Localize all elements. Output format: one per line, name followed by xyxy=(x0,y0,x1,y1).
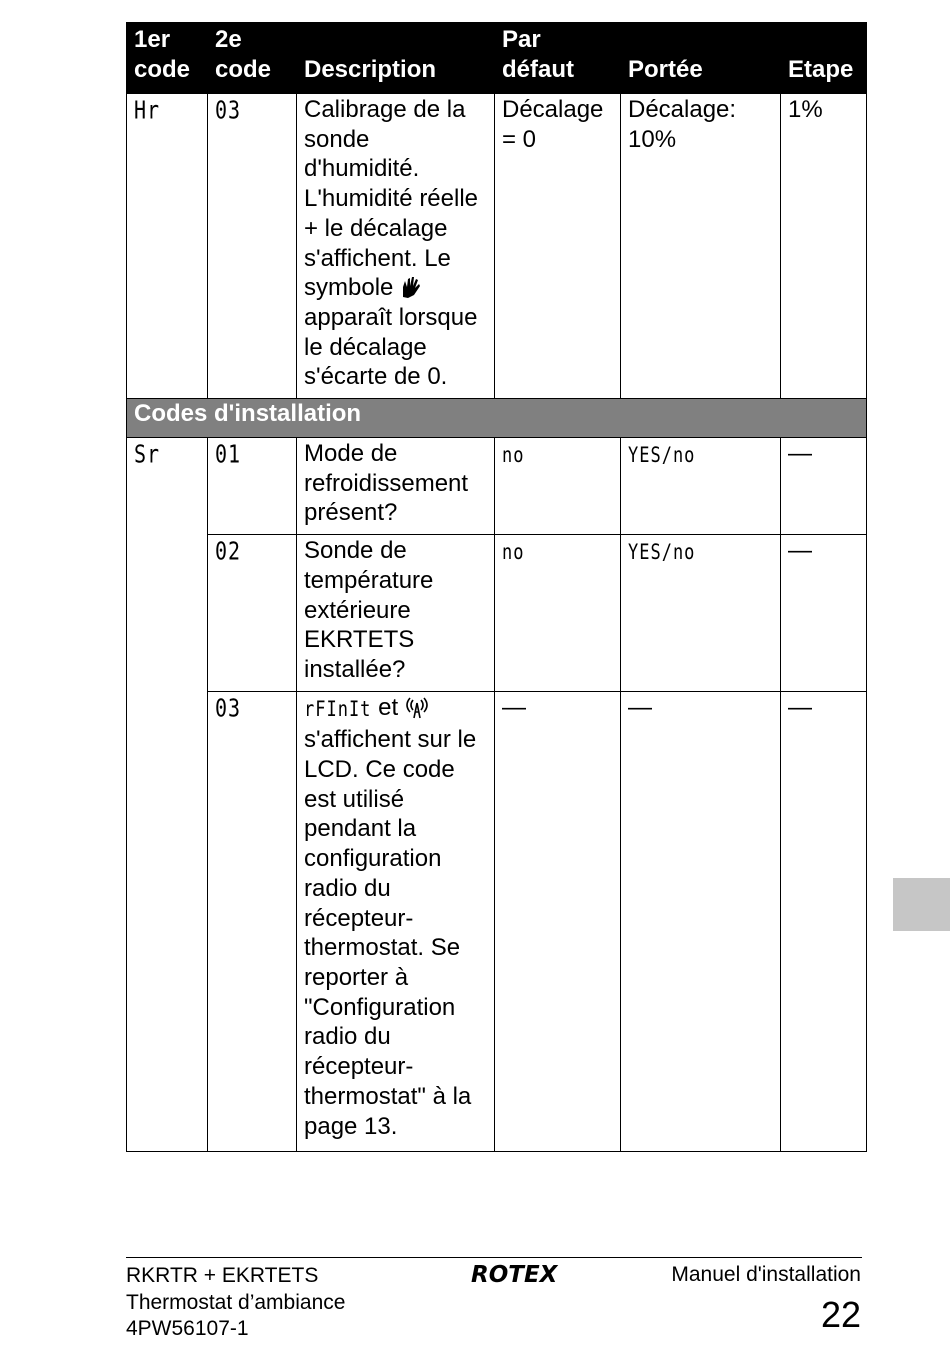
cell-code2 xyxy=(208,535,297,692)
cell-step: — xyxy=(781,535,867,692)
table-row xyxy=(127,438,867,535)
lcd-code: 01 xyxy=(215,438,242,469)
cell-description xyxy=(297,691,495,1151)
table-row xyxy=(127,691,867,1151)
lcd-code: 03 xyxy=(215,692,242,723)
cell-default: — xyxy=(495,691,621,1151)
footer-subtitle: Thermostat d’ambiance xyxy=(126,1290,346,1314)
lcd-text: rFInIt xyxy=(304,696,372,722)
header-description: Description xyxy=(297,23,495,94)
cell-range xyxy=(621,438,781,535)
cell-code2 xyxy=(208,438,297,535)
table-row xyxy=(127,535,867,692)
cell-code1 xyxy=(127,438,208,1152)
table-row xyxy=(127,94,867,399)
lcd-value: YES/no xyxy=(628,443,696,469)
cell-default xyxy=(495,535,621,692)
cell-step: — xyxy=(781,438,867,535)
lcd-value: no xyxy=(502,540,525,566)
header-1er-code: 1er code xyxy=(127,23,208,94)
description-text: s'affichent sur le LCD. Ce code est utilisé pendant la configuration radio du récepteur-thermostat. Se reporter à "Configuration radio du récepteur-thermostat" à la page 13. xyxy=(304,726,477,1140)
cell-range: Décalage: 10% xyxy=(621,94,781,399)
lcd-code: Hr xyxy=(134,94,161,125)
footer-product: RKRTR + EKRTETS xyxy=(126,1264,319,1287)
description-text: et xyxy=(378,693,399,721)
header-etape: Etape xyxy=(781,23,867,94)
lcd-value: no xyxy=(502,443,525,469)
installation-codes-table xyxy=(126,22,867,1152)
cell-code2 xyxy=(208,691,297,1151)
antenna-icon xyxy=(405,697,429,719)
header-par-defaut: Par défaut xyxy=(495,23,621,94)
description-text: Calibrage de la sonde d'humidité. L'humidité réelle + le décalage s'affichent. Le symbole xyxy=(304,96,479,302)
cell-default: Décalage = 0 xyxy=(495,94,621,399)
lcd-code: 03 xyxy=(215,94,242,125)
cell-description: Mode de refroidissement présent? xyxy=(297,438,495,535)
footer-reference: 4PW56107-1 xyxy=(126,1317,249,1340)
rotex-logo: ROTEX xyxy=(471,1262,558,1288)
description-text: apparaît lorsque le décalage s'écarte de 0. xyxy=(304,303,478,391)
lcd-code: 02 xyxy=(215,535,242,566)
footer-product-info xyxy=(126,1263,345,1343)
cell-description: Sonde de température extérieure EKRTETS installée? xyxy=(297,535,495,692)
header-portee: Portée xyxy=(621,23,781,94)
section-row xyxy=(127,399,867,438)
cell-default xyxy=(495,438,621,535)
header-2e-code: 2e code xyxy=(208,23,297,94)
section-title: Codes d'installation xyxy=(127,399,867,438)
chapter-tab xyxy=(893,878,950,931)
table-header-row xyxy=(127,23,867,94)
cell-step: — xyxy=(781,691,867,1151)
cell-range: — xyxy=(621,691,781,1151)
cell-code1 xyxy=(127,94,208,399)
footer-manual-title: Manuel d'installation xyxy=(671,1263,861,1286)
lcd-value: YES/no xyxy=(628,540,696,566)
cell-step: 1% xyxy=(781,94,867,399)
cell-code2 xyxy=(208,94,297,399)
cell-range xyxy=(621,535,781,692)
footer-divider xyxy=(126,1257,862,1258)
page-number: 22 xyxy=(820,1294,861,1335)
lcd-code: Sr xyxy=(134,438,161,469)
cell-description xyxy=(297,94,495,399)
hand-icon xyxy=(400,275,422,299)
